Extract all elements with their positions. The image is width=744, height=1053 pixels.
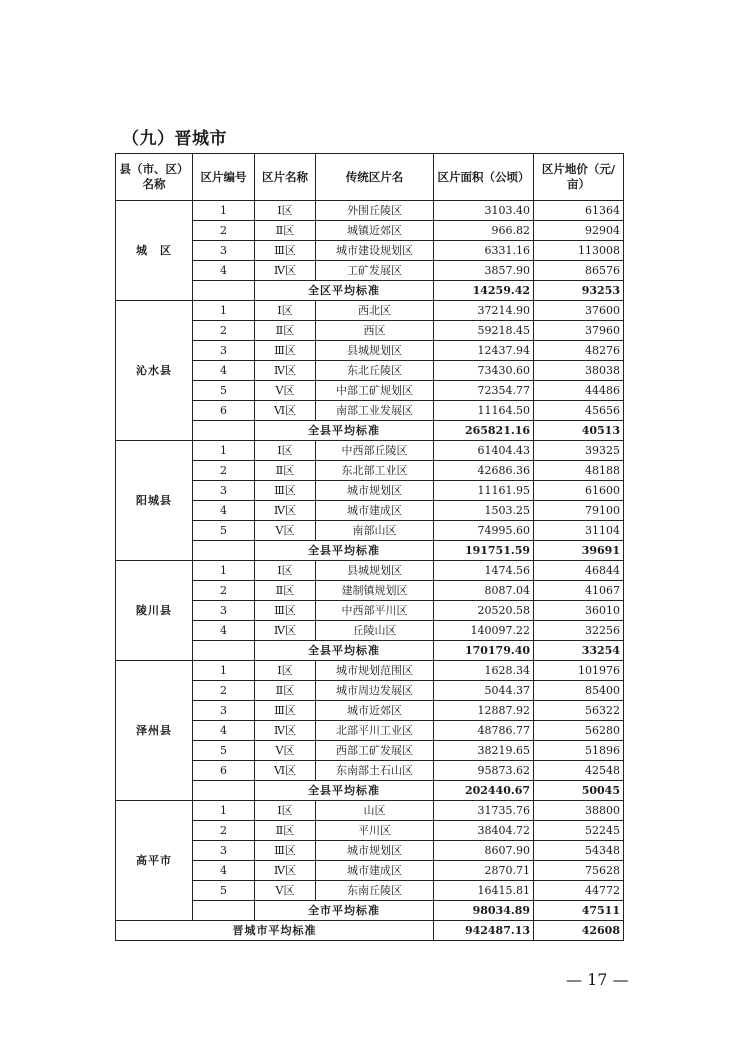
traditional-name: 城市规划区 [316, 481, 434, 501]
zone-number: 5 [193, 521, 255, 541]
total-price: 42608 [534, 921, 624, 941]
zone-area: 8087.04 [434, 581, 534, 601]
average-area: 170179.40 [434, 641, 534, 661]
zone-name: Ⅱ区 [255, 461, 316, 481]
zone-price: 37960 [534, 321, 624, 341]
zone-number: 5 [193, 741, 255, 761]
zone-number: 2 [193, 461, 255, 481]
average-row [116, 281, 624, 301]
zone-number: 6 [193, 401, 255, 421]
zone-number: 4 [193, 861, 255, 881]
zone-area: 1474.56 [434, 561, 534, 581]
zone-number: 2 [193, 681, 255, 701]
zone-name: Ⅵ区 [255, 761, 316, 781]
table-row [116, 681, 624, 701]
zone-name: Ⅴ区 [255, 521, 316, 541]
zone-area: 966.82 [434, 221, 534, 241]
zone-area: 12887.92 [434, 701, 534, 721]
average-row [116, 901, 624, 921]
zone-price: 56280 [534, 721, 624, 741]
average-row [116, 641, 624, 661]
section-heading: （九）晋城市 [122, 129, 227, 149]
zone-price: 31104 [534, 521, 624, 541]
zone-price: 61364 [534, 201, 624, 221]
zone-price: 38038 [534, 361, 624, 381]
table-row [116, 501, 624, 521]
header-county: 县（市、区）名称 [116, 154, 193, 201]
zone-price: 32256 [534, 621, 624, 641]
table-row [116, 581, 624, 601]
table-row [116, 461, 624, 481]
traditional-name: 南部工业发展区 [316, 401, 434, 421]
zone-name: Ⅴ区 [255, 381, 316, 401]
zone-price: 45656 [534, 401, 624, 421]
zone-price: 61600 [534, 481, 624, 501]
zone-name: Ⅰ区 [255, 301, 316, 321]
zone-number: 2 [193, 221, 255, 241]
table-row [116, 621, 624, 641]
zone-number: 3 [193, 481, 255, 501]
average-spacer [193, 781, 255, 801]
zone-price: 52245 [534, 821, 624, 841]
table-row [116, 561, 624, 581]
average-label: 全县平均标准 [255, 421, 434, 441]
average-price: 93253 [534, 281, 624, 301]
traditional-name: 城市建成区 [316, 861, 434, 881]
zone-area: 48786.77 [434, 721, 534, 741]
county-name: 阳城县 [116, 441, 193, 561]
table-row [116, 481, 624, 501]
zone-number: 4 [193, 261, 255, 281]
zone-price: 85400 [534, 681, 624, 701]
zone-area: 72354.77 [434, 381, 534, 401]
zone-price: 39325 [534, 441, 624, 461]
zone-name: Ⅴ区 [255, 881, 316, 901]
zone-name: Ⅰ区 [255, 801, 316, 821]
zone-name: Ⅱ区 [255, 321, 316, 341]
zone-area: 11164.50 [434, 401, 534, 421]
traditional-name: 东南丘陵区 [316, 881, 434, 901]
traditional-name: 西北区 [316, 301, 434, 321]
zone-area: 61404.43 [434, 441, 534, 461]
zone-price: 48276 [534, 341, 624, 361]
average-price: 39691 [534, 541, 624, 561]
table-row [116, 601, 624, 621]
average-spacer [193, 281, 255, 301]
traditional-name: 外围丘陵区 [316, 201, 434, 221]
table-row [116, 761, 624, 781]
zone-name: Ⅲ区 [255, 341, 316, 361]
zone-name: Ⅱ区 [255, 821, 316, 841]
zone-name: Ⅲ区 [255, 841, 316, 861]
zone-number: 4 [193, 501, 255, 521]
zone-number: 1 [193, 301, 255, 321]
zone-price: 36010 [534, 601, 624, 621]
average-label: 全市平均标准 [255, 901, 434, 921]
zone-price: 44772 [534, 881, 624, 901]
table-row [116, 361, 624, 381]
county-name: 高平市 [116, 801, 193, 921]
zone-name: Ⅳ区 [255, 361, 316, 381]
zone-number: 1 [193, 561, 255, 581]
average-label: 全县平均标准 [255, 641, 434, 661]
zone-number: 3 [193, 241, 255, 261]
table-row [116, 341, 624, 361]
traditional-name: 中西部丘陵区 [316, 441, 434, 461]
zone-area: 6331.16 [434, 241, 534, 261]
zone-name: Ⅳ区 [255, 501, 316, 521]
zone-area: 1628.34 [434, 661, 534, 681]
zone-name: Ⅲ区 [255, 601, 316, 621]
zone-name: Ⅳ区 [255, 621, 316, 641]
zone-number: 6 [193, 761, 255, 781]
zone-name: Ⅲ区 [255, 701, 316, 721]
traditional-name: 县城规划区 [316, 341, 434, 361]
table-row [116, 381, 624, 401]
zone-price: 37600 [534, 301, 624, 321]
header-zone-number: 区片编号 [193, 154, 255, 201]
table-row [116, 401, 624, 421]
average-area: 191751.59 [434, 541, 534, 561]
zone-area: 59218.45 [434, 321, 534, 341]
zone-price: 44486 [534, 381, 624, 401]
header-area: 区片面积（公顷） [434, 154, 534, 201]
zone-number: 2 [193, 581, 255, 601]
zone-number: 2 [193, 821, 255, 841]
zone-area: 12437.94 [434, 341, 534, 361]
zone-number: 1 [193, 801, 255, 821]
zone-price: 46844 [534, 561, 624, 581]
zone-name: Ⅰ区 [255, 441, 316, 461]
zone-area: 31735.76 [434, 801, 534, 821]
zone-area: 74995.60 [434, 521, 534, 541]
average-price: 40513 [534, 421, 624, 441]
average-row [116, 421, 624, 441]
land-price-table [115, 153, 624, 941]
zone-number: 5 [193, 881, 255, 901]
table-row [116, 321, 624, 341]
traditional-name: 城市建设规划区 [316, 241, 434, 261]
zone-name: Ⅰ区 [255, 661, 316, 681]
zone-name: Ⅲ区 [255, 481, 316, 501]
zone-price: 41067 [534, 581, 624, 601]
traditional-name: 城市规划范围区 [316, 661, 434, 681]
traditional-name: 城镇近郊区 [316, 221, 434, 241]
zone-area: 16415.81 [434, 881, 534, 901]
total-area: 942487.13 [434, 921, 534, 941]
zone-number: 5 [193, 381, 255, 401]
zone-area: 11161.95 [434, 481, 534, 501]
average-area: 202440.67 [434, 781, 534, 801]
zone-name: Ⅳ区 [255, 721, 316, 741]
average-spacer [193, 541, 255, 561]
traditional-name: 东北部工业区 [316, 461, 434, 481]
average-price: 47511 [534, 901, 624, 921]
average-area: 14259.42 [434, 281, 534, 301]
zone-number: 4 [193, 361, 255, 381]
traditional-name: 城市规划区 [316, 841, 434, 861]
zone-name: Ⅳ区 [255, 861, 316, 881]
table-row [116, 201, 624, 221]
zone-area: 5044.37 [434, 681, 534, 701]
zone-name: Ⅳ区 [255, 261, 316, 281]
traditional-name: 中部工矿规划区 [316, 381, 434, 401]
table-row [116, 841, 624, 861]
average-spacer [193, 421, 255, 441]
zone-price: 101976 [534, 661, 624, 681]
table-row [116, 261, 624, 281]
table-row [116, 801, 624, 821]
zone-area: 73430.60 [434, 361, 534, 381]
average-spacer [193, 901, 255, 921]
header-price: 区片地价（元/亩） [534, 154, 624, 201]
table-row [116, 521, 624, 541]
traditional-name: 东南部土石山区 [316, 761, 434, 781]
table-body [116, 201, 624, 941]
traditional-name: 丘陵山区 [316, 621, 434, 641]
zone-number: 4 [193, 721, 255, 741]
traditional-name: 山区 [316, 801, 434, 821]
average-price: 50045 [534, 781, 624, 801]
average-label: 全区平均标准 [255, 281, 434, 301]
zone-area: 42686.36 [434, 461, 534, 481]
average-row [116, 781, 624, 801]
zone-price: 92904 [534, 221, 624, 241]
traditional-name: 西区 [316, 321, 434, 341]
zone-number: 1 [193, 661, 255, 681]
zone-area: 3857.90 [434, 261, 534, 281]
zone-price: 54348 [534, 841, 624, 861]
zone-number: 1 [193, 441, 255, 461]
traditional-name: 城市建成区 [316, 501, 434, 521]
header-zone-name: 区片名称 [255, 154, 316, 201]
zone-area: 20520.58 [434, 601, 534, 621]
table-row [116, 821, 624, 841]
zone-area: 95873.62 [434, 761, 534, 781]
zone-name: Ⅲ区 [255, 241, 316, 261]
zone-price: 38800 [534, 801, 624, 821]
average-row [116, 541, 624, 561]
traditional-name: 南部山区 [316, 521, 434, 541]
traditional-name: 西部工矿发展区 [316, 741, 434, 761]
zone-number: 4 [193, 621, 255, 641]
zone-price: 56322 [534, 701, 624, 721]
zone-area: 140097.22 [434, 621, 534, 641]
traditional-name: 北部平川工业区 [316, 721, 434, 741]
county-name: 泽州县 [116, 661, 193, 801]
zone-area: 3103.40 [434, 201, 534, 221]
zone-number: 3 [193, 701, 255, 721]
table-row [116, 661, 624, 681]
zone-name: Ⅱ区 [255, 581, 316, 601]
table-row [116, 741, 624, 761]
zone-number: 1 [193, 201, 255, 221]
county-name: 城 区 [116, 201, 193, 301]
zone-area: 1503.25 [434, 501, 534, 521]
table-header-row [116, 154, 624, 201]
table-row [116, 721, 624, 741]
zone-number: 3 [193, 341, 255, 361]
zone-price: 42548 [534, 761, 624, 781]
traditional-name: 城市近郊区 [316, 701, 434, 721]
zone-name: Ⅱ区 [255, 221, 316, 241]
average-label: 全县平均标准 [255, 541, 434, 561]
average-price: 33254 [534, 641, 624, 661]
traditional-name: 东北丘陵区 [316, 361, 434, 381]
traditional-name: 工矿发展区 [316, 261, 434, 281]
table-row [116, 701, 624, 721]
zone-number: 3 [193, 601, 255, 621]
zone-price: 51896 [534, 741, 624, 761]
table-row [116, 221, 624, 241]
total-label: 晋城市平均标准 [116, 921, 434, 941]
zone-price: 113008 [534, 241, 624, 261]
table-row [116, 881, 624, 901]
table-row [116, 861, 624, 881]
page-number: — 17 — [566, 970, 629, 989]
header-traditional-name: 传统区片名 [316, 154, 434, 201]
table-row [116, 301, 624, 321]
zone-area: 38404.72 [434, 821, 534, 841]
average-area: 98034.89 [434, 901, 534, 921]
traditional-name: 平川区 [316, 821, 434, 841]
zone-area: 2870.71 [434, 861, 534, 881]
zone-price: 79100 [534, 501, 624, 521]
zone-price: 86576 [534, 261, 624, 281]
zone-number: 2 [193, 321, 255, 341]
zone-name: Ⅴ区 [255, 741, 316, 761]
zone-name: Ⅱ区 [255, 681, 316, 701]
traditional-name: 建制镇规划区 [316, 581, 434, 601]
zone-name: Ⅰ区 [255, 201, 316, 221]
average-area: 265821.16 [434, 421, 534, 441]
county-name: 沁水县 [116, 301, 193, 441]
table-row [116, 241, 624, 261]
zone-name: Ⅵ区 [255, 401, 316, 421]
zone-name: Ⅰ区 [255, 561, 316, 581]
traditional-name: 县城规划区 [316, 561, 434, 581]
zone-area: 38219.65 [434, 741, 534, 761]
traditional-name: 中西部平川区 [316, 601, 434, 621]
zone-area: 8607.90 [434, 841, 534, 861]
county-name: 陵川县 [116, 561, 193, 661]
zone-price: 75628 [534, 861, 624, 881]
traditional-name: 城市周边发展区 [316, 681, 434, 701]
zone-area: 37214.90 [434, 301, 534, 321]
table-row [116, 441, 624, 461]
average-label: 全县平均标准 [255, 781, 434, 801]
zone-number: 3 [193, 841, 255, 861]
zone-price: 48188 [534, 461, 624, 481]
total-row [116, 921, 624, 941]
average-spacer [193, 641, 255, 661]
